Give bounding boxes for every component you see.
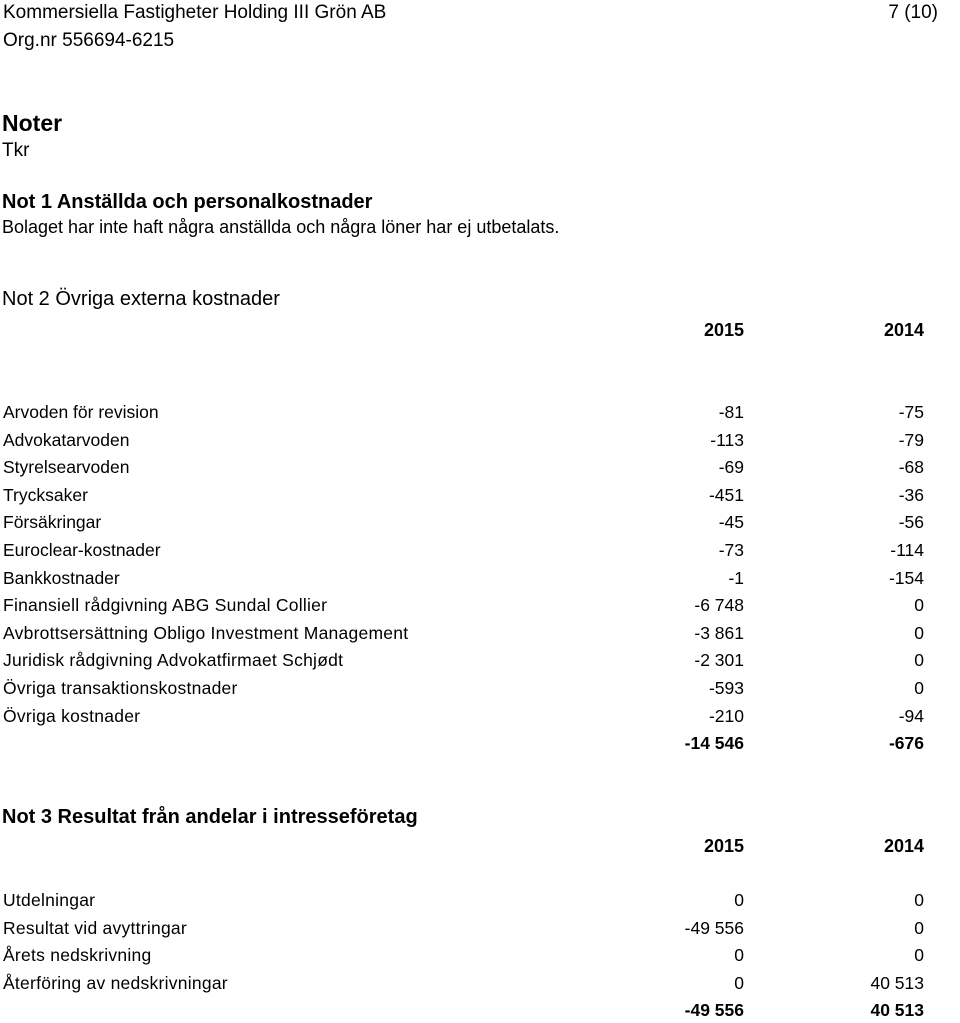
value-2015: -3 861: [694, 623, 744, 643]
value-2015: -73: [718, 540, 744, 560]
total-row: [0, 730, 960, 756]
value-2015: 0: [734, 973, 744, 993]
org-number: Org.nr 556694-6215: [3, 30, 175, 51]
table-row: [0, 399, 960, 425]
value-2014: 0: [914, 945, 924, 965]
value-2014: -56: [898, 512, 924, 532]
table-row: [0, 915, 960, 941]
value-2014: -68: [898, 457, 924, 477]
note1-text: Bolaget har inte haft några anställda och några löner har ej utbetalats.: [2, 217, 560, 237]
table-row: [0, 887, 960, 913]
value-2015: -6 748: [694, 595, 744, 615]
table-row: [0, 942, 960, 968]
value-2015: -49 556: [684, 918, 744, 938]
value-2015: -45: [718, 512, 744, 532]
note2-col-2015: 2015: [703, 320, 744, 340]
row-label: Euroclear-kostnader: [3, 540, 161, 560]
total-2015: -49 556: [684, 1000, 744, 1020]
row-label: Övriga transaktionskostnader: [3, 678, 238, 698]
note3-title: Not 3 Resultat från andelar i intresseföretag: [2, 806, 418, 828]
table-row: [0, 620, 960, 646]
unit-label: Tkr: [2, 140, 30, 161]
total-2014: -676: [888, 733, 924, 753]
value-2015: -210: [708, 706, 744, 726]
value-2014: -36: [898, 485, 924, 505]
value-2014: -154: [888, 568, 924, 588]
table-row: [0, 454, 960, 480]
table-row: [0, 427, 960, 453]
row-label: Juridisk rådgivning Advokatfirmaet Schjødt: [3, 650, 344, 670]
table-row: [0, 970, 960, 996]
note3-col-2015: 2015: [703, 836, 744, 856]
value-2015: -593: [708, 678, 744, 698]
value-2014: 0: [914, 595, 924, 615]
row-label: Bankkostnader: [3, 568, 120, 588]
total-2015: -14 546: [684, 733, 744, 753]
total-row: [0, 997, 960, 1023]
notes-title: Noter: [2, 110, 63, 136]
value-2015: -113: [710, 430, 744, 450]
value-2014: 0: [914, 623, 924, 643]
row-label: Advokatarvoden: [3, 430, 130, 450]
value-2014: -114: [890, 540, 924, 560]
value-2014: -94: [898, 706, 924, 726]
row-label: Resultat vid avyttringar: [3, 918, 187, 938]
table-row: [0, 592, 960, 618]
row-label: Finansiell rådgivning ABG Sundal Collier: [3, 595, 328, 615]
note2-title: Not 2 Övriga externa kostnader: [2, 288, 280, 310]
row-label: Arvoden för revision: [3, 402, 159, 422]
page-number: 7 (10): [888, 2, 938, 23]
value-2014: 0: [914, 650, 924, 670]
value-2015: -69: [718, 457, 744, 477]
value-2014: -79: [898, 430, 924, 450]
company-name: Kommersiella Fastigheter Holding III Grön AB: [3, 2, 387, 23]
table-row: [0, 482, 960, 508]
value-2014: -75: [898, 402, 924, 422]
total-2014: 40 513: [870, 1000, 924, 1020]
row-label: Styrelsearvoden: [3, 457, 130, 477]
value-2015: -2 301: [694, 650, 744, 670]
note2-col-2014: 2014: [883, 320, 924, 340]
value-2015: -451: [708, 485, 744, 505]
value-2015: -81: [718, 402, 744, 422]
value-2015: 0: [734, 945, 744, 965]
row-label: Avbrottsersättning Obligo Investment Management: [3, 623, 409, 643]
table-row: [0, 565, 960, 591]
note1-title: Not 1 Anställda och personalkostnader: [2, 191, 373, 213]
row-label: Trycksaker: [3, 485, 88, 505]
table-row: [0, 675, 960, 701]
value-2015: 0: [734, 890, 744, 910]
note3-col-2014: 2014: [883, 836, 924, 856]
row-label: Försäkringar: [3, 512, 102, 532]
value-2014: 0: [914, 678, 924, 698]
table-row: [0, 537, 960, 563]
row-label: Årets nedskrivning: [3, 945, 152, 965]
value-2015: -1: [728, 568, 744, 588]
table-row: [0, 509, 960, 535]
row-label: Övriga kostnader: [3, 706, 141, 726]
table-row: [0, 703, 960, 729]
value-2014: 0: [914, 890, 924, 910]
row-label: Återföring av nedskrivningar: [3, 973, 228, 993]
row-label: Utdelningar: [3, 890, 96, 910]
table-row: [0, 647, 960, 673]
value-2014: 0: [914, 918, 924, 938]
value-2014: 40 513: [870, 973, 924, 993]
